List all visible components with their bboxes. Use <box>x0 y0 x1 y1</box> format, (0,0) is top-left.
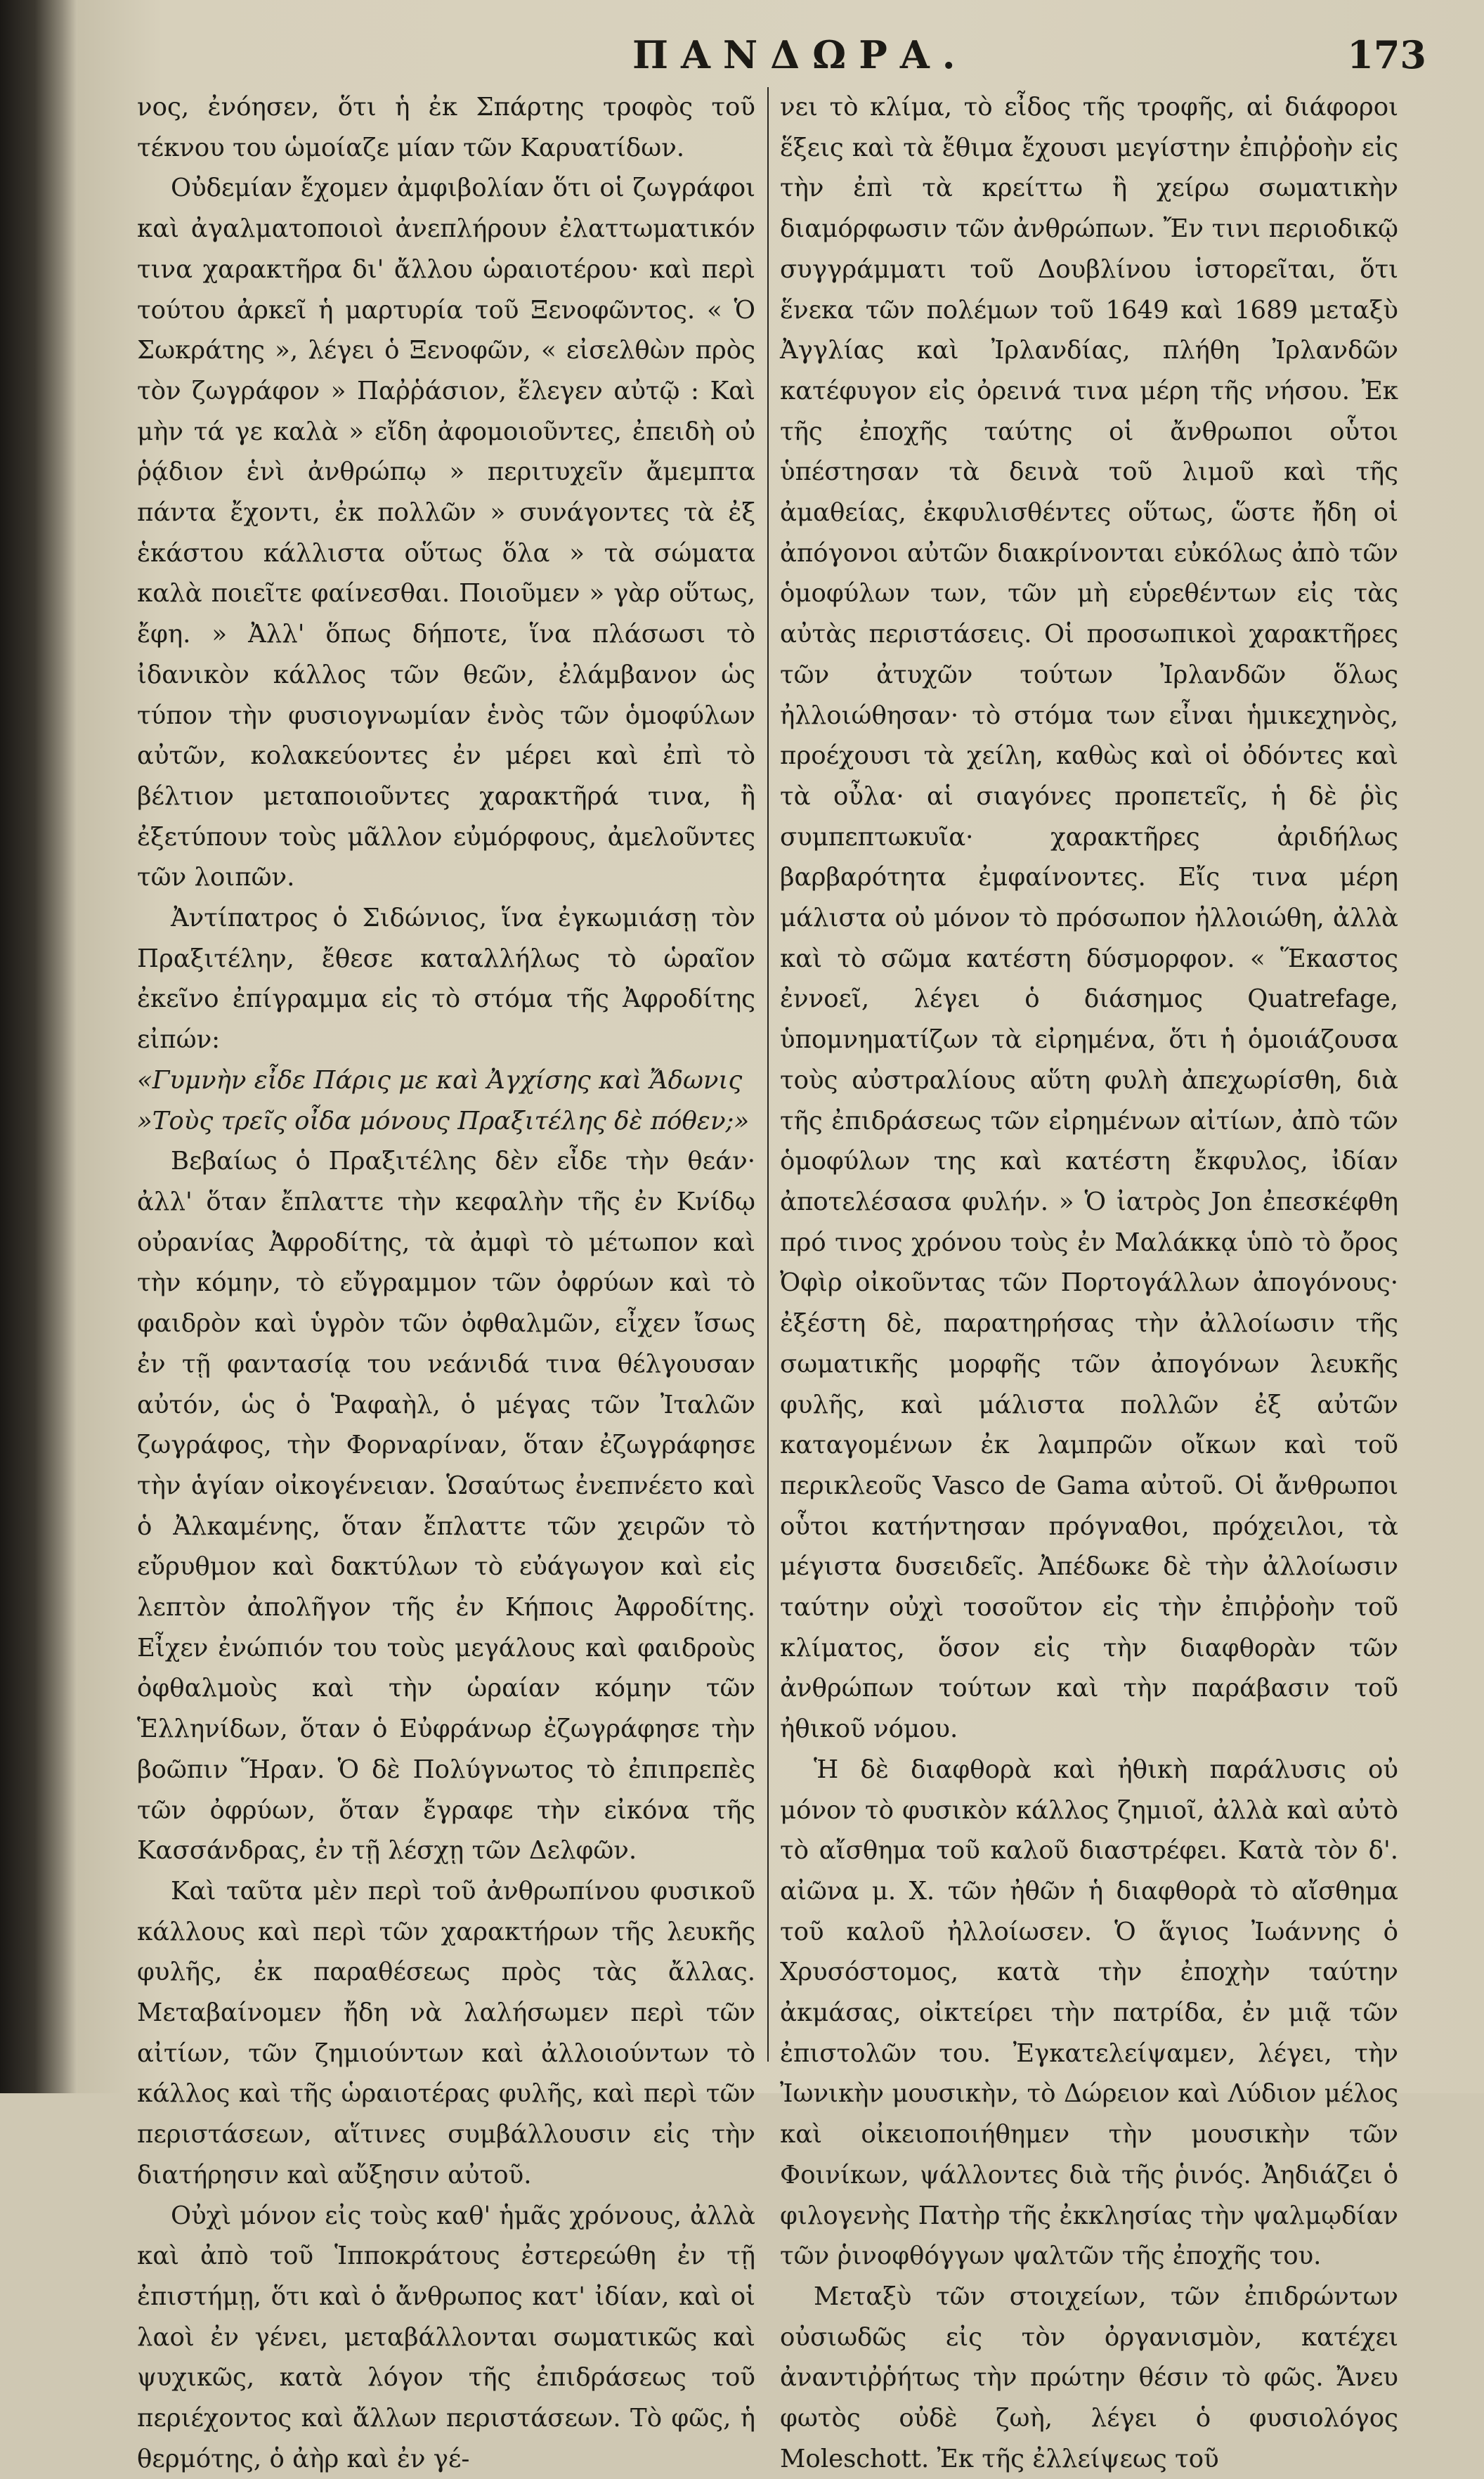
paragraph: Ἡ δὲ διαφθορὰ καὶ ἠθικὴ παράλυσις οὐ μόνον τὸ φυσικὸν κάλλος ζημιοῖ, ἀλλὰ καὶ αὐτὸ τὸ αἴσθημα τοῦ καλοῦ διαστρέφει. Κατὰ τὸν δ'. αἰῶνα μ. Χ. τῶν ἠθῶν ἡ διαφθορὰ τὸ αἴσθημα τοῦ καλοῦ ἠλλοίωσεν. Ὁ ἅγιος Ἰωάννης ὁ Χρυσόστομος, κατὰ τὴν ἐποχὴν ταύτην ἀκμάσας, οἰκτείρει τὴν πατρίδα, ἐν μιᾷ τῶν ἐπιστολῶν του. Ἐγκατελείψαμεν, λέγει, τὴν Ἰωνικὴν μουσικὴν, τὸ Δώρειον καὶ Λύδιον μέλος καὶ οἰκειοποιήθημεν τὴν μουσικὴν τῶν Φοινίκων, ψάλλοντες διὰ τῆς ῥινός. Ἀηδιάζει ὁ φιλογενὴς Πατὴρ τῆς ἐκκλησίας τὴν ψαλμῳδίαν τῶν ῥινοφθόγγων ψαλτῶν τῆς ἐποχῆς του. <box>780 1755 1398 2271</box>
book-page <box>77 0 1484 2473</box>
left-text-column <box>137 87 755 2473</box>
paragraph: Οὐδεμίαν ἔχομεν ἀμφιβολίαν ὅτι οἱ ζωγράφοι καὶ ἀγαλματοποιοὶ ἀνεπλήρουν ἐλαττωματικόν τινα χαρακτῆρα δι' ἄλλου ὡραιοτέρου· καὶ περὶ τούτου ἀρκεῖ ἡ μαρτυρία τοῦ Ξενοφῶντος. « Ὁ Σωκράτης », λέγει ὁ Ξενοφῶν, « εἰσελθὼν πρὸς τὸν ζωγράφον » Παῤῥάσιον, ἔλεγεν αὐτῷ : Καὶ μὴν τά γε καλὰ » εἴδη ἀφομοιοῦντες, ἐπειδὴ οὐ ῥᾴδιον ἑνὶ ἀνθρώπῳ » περιτυχεῖν ἄμεμπτα πάντα ἔχοντι, ἐκ πολλῶν » συνάγοντες τὰ ἐξ ἑκάστου κάλλιστα οὕτως ὅλα » τὰ σώματα καλὰ ποιεῖτε φαίνεσθαι. Ποιοῦμεν » γὰρ οὕτως, ἔφη. » Ἀλλ' ὅπως δήποτε, ἵνα πλάσωσι τὸ ἰδανικὸν κάλλος τῶν θεῶν, ἐλάμβανον ὡς τύπον τὴν φυσιογνωμίαν ἑνὸς τῶν ὁμοφύλων αὐτῶν, κολακεύοντες ἐν μέρει καὶ ἐπὶ τὸ βέλτιον μεταποιοῦντες χαρακτῆρά τινα, ἢ ἐξετύπουν τοὺς μᾶλλον εὐμόρφους, ἀμελοῦντες τῶν λοιπῶν. <box>137 174 755 892</box>
paragraph: Βεβαίως ὁ Πραξιτέλης δὲν εἶδε τὴν θεάν· ἀλλ' ὅταν ἔπλαττε τὴν κεφαλὴν τῆς ἐν Κνίδῳ οὐρανίας Ἀφροδίτης, τὰ ἀμφὶ τὸ μέτωπον καὶ τὴν κόμην, τὸ εὔγραμμον τῶν ὀφρύων καὶ τὸ φαιδρὸν καὶ ὑγρὸν τῶν ὀφθαλμῶν, εἶχεν ἴσως ἐν τῇ φαντασίᾳ του νεάνιδά τινα θέλγουσαν αὐτόν, ὡς ὁ Ῥαφαὴλ, ὁ μέγας τῶν Ἰταλῶν ζωγράφος, τὴν Φορναρίναν, ὅταν ἐζωγράφησε τὴν ἁγίαν οἰκογένειαν. Ὡσαύτως ἐνεπνέετο καὶ ὁ Ἀλκαμένης, ὅταν ἔπλαττε τῶν χειρῶν τὸ εὔρυθμον καὶ δακτύλων τὸ εὐάγωγον καὶ εἰς λεπτὸν ἀπολῆγον τῆς ἐν Κήποις Ἀφροδίτης. Εἶχεν ἐνώπιόν του τοὺς μεγάλους καὶ φαιδροὺς ὀφθαλμοὺς καὶ τὴν ὡραίαν κόμην τῶν Ἑλληνίδων, ὅταν ὁ Εὐφράνωρ ἐζωγράφησε τὴν βοῶπιν Ἥραν. Ὁ δὲ Πολύγνωτος τὸ ἐπιπρεπὲς τῶν ὀφρύων, ὅταν ἔγραφε τὴν εἰκόνα τῆς Κασσάνδρας, ἐν τῇ λέσχῃ τῶν Δελφῶν. <box>137 1147 755 1866</box>
right-text-column <box>780 87 1398 2473</box>
running-title: ΠΑΝΔΩΡΑ. <box>632 32 968 77</box>
verse-line: »Τοὺς τρεῖς οἶδα μόνους Πραξιτέλης δὲ πόθεν;» <box>137 1106 750 1136</box>
paragraph: νος, ἐνόησεν, ὅτι ἡ ἐκ Σπάρτης τροφὸς τοῦ τέκνου του ὡμοίαζε μίαν τῶν Καρυατίδων. <box>137 93 755 162</box>
paragraph: Καὶ ταῦτα μὲν περὶ τοῦ ἀνθρωπίνου φυσικοῦ κάλλους καὶ περὶ τῶν χαρακτήρων τῆς λευκῆς φυλῆς, ἐκ παραθέσεως πρὸς τὰς ἄλλας. Μεταβαίνομεν ἤδη νὰ λαλήσωμεν περὶ τῶν αἰτίων, τῶν ζημιούντων καὶ ἀλλοιούντων τὸ κάλλος καὶ τῆς ὡραιοτέρας φυλῆς, καὶ περὶ τῶν περιστάσεων, αἵτινες συμβάλλουσιν εἰς τὴν διατήρησιν καὶ αὔξησιν αὐτοῦ. <box>137 1876 755 2190</box>
book-gutter-shadow <box>0 0 77 2093</box>
page-header <box>77 28 1426 84</box>
paragraph: νει τὸ κλίμα, τὸ εἶδος τῆς τροφῆς, αἱ διάφοροι ἕξεις καὶ τὰ ἔθιμα ἔχουσι μεγίστην ἐπιῤῥοὴν εἰς τὴν ἐπὶ τὰ κρείττω ἢ χείρω σωματικὴν διαμόρφωσιν τῶν ἀνθρώπων. Ἔν τινι περιοδικῷ συγγράμματι τοῦ Δουβλίνου ἱστορεῖται, ὅτι ἕνεκα τῶν πολέμων τοῦ 1649 καὶ 1689 μεταξὺ Ἀγγλίας καὶ Ἰρλανδίας, πλήθη Ἰρλανδῶν κατέφυγον εἰς ὀρεινά τινα μέρη τῆς νήσου. Ἐκ τῆς ἐποχῆς ταύτης οἱ ἄνθρωποι οὗτοι ὑπέστησαν τὰ δεινὰ τοῦ λιμοῦ καὶ τῆς ἀμαθείας, ἐκφυλισθέντες οὕτως, ὥστε ἤδη οἱ ἀπόγονοι αὐτῶν διακρίνονται εὐκόλως ἀπὸ τῶν ὁμοφύλων των, τῶν μὴ εὑρεθέντων εἰς τὰς αὐτὰς περιστάσεις. Οἱ προσωπικοὶ χαρακτῆρες τῶν ἀτυχῶν τούτων Ἰρλανδῶν ὅλως ἠλλοιώθησαν· τὸ στόμα των εἶναι ἡμικεχηνὸς, προέχουσι τὰ χείλη, καθὼς καὶ οἱ ὀδόντες καὶ τὰ οὖλα· αἱ σιαγόνες προπετεῖς, ἡ δὲ ῥὶς συμπεπτωκυῖα· χαρακτῆρες ἀριδήλως βαρβαρότητα ἐμφαίνοντες. Εἴς τινα μέρη μάλιστα οὐ μόνον τὸ πρόσωπον ἠλλοιώθη, ἀλλὰ καὶ τὸ σῶμα κατέστη δύσμορφον. « Ἕκαστος ἐννοεῖ, λέγει ὁ διάσημος Quatrefage, ὑπομνηματίζων τὰ εἰρημένα, ὅτι ἡ ὁμοιάζουσα τοὺς αὐστραλίους αὕτη φυλὴ ἀπεχωρίσθη, διὰ τῆς ἐπιδράσεως τῶν εἰρημένων αἰτίων, ἀπὸ τῶν ὁμοφύλων της καὶ κατέστη ἔκφυλος, ἰδίαν ἀποτελέσασα φυλήν. » Ὁ ἰατρὸς Jon ἐπεσκέφθη πρό τινος χρόνου τοὺς ἐν Μαλάκκᾳ ὑπὸ τὸ ὄρος Ὀφὶρ οἰκοῦντας τῶν Πορτογάλλων ἀπογόνους· ἐξέστη δὲ, παρατηρήσας τὴν ἀλλοίωσιν τῆς σωματικῆς μορφῆς τῶν ἀπογόνων λευκῆς φυλῆς, καὶ μάλιστα πολλῶν ἐξ αὐτῶν καταγομένων ἐκ λαμπρῶν οἴκων καὶ τοῦ περικλεοῦς Vasco de Gama αὐτοῦ. Οἱ ἄνθρωποι οὗτοι κατήντησαν πρόγναθοι, πρόχειλοι, τὰ μέγιστα δυσειδεῖς. Ἀπέδωκε δὲ τὴν ἀλλοίωσιν ταύτην οὐχὶ τοσοῦτον εἰς τὴν ἐπιῤῥοὴν τοῦ κλίματος, ὅσον εἰς τὴν διαφθορὰν τῶν ἀνθρώπων τούτων καὶ τὴν παράβασιν τοῦ ἠθικοῦ νόμου. <box>780 93 1398 1744</box>
verse-line: «Γυμνὴν εἶδε Πάρις με καὶ Ἀγχίσης καὶ Ἄδωνις <box>137 1065 743 1095</box>
column-divider <box>767 87 769 2062</box>
page-number: 173 <box>1347 32 1426 77</box>
paragraph: Ἀντίπατρος ὁ Σιδώνιος, ἵνα ἐγκωμιάσῃ τὸν Πραξιτέλην, ἔθεσε καταλλήλως τὸ ὡραῖον ἐκεῖνο ἐπίγραμμα εἰς τὸ στόμα τῆς Ἀφροδίτης εἰπών: <box>137 904 755 1055</box>
paragraph: Οὐχὶ μόνον εἰς τοὺς καθ' ἡμᾶς χρόνους, ἀλλὰ καὶ ἀπὸ τοῦ Ἱπποκράτους ἐστερεώθη ἐν τῇ ἐπιστήμῃ, ὅτι καὶ ὁ ἄνθρωπος κατ' ἰδίαν, καὶ οἱ λαοὶ ἐν γένει, μεταβάλλονται σωματικῶς καὶ ψυχικῶς, κατὰ λόγον τῆς ἐπιδράσεως τοῦ περιέχοντος καὶ ἄλλων περιστάσεων. Τὸ φῶς, ἡ θερμότης, ὁ ἀὴρ καὶ ἐν γέ- <box>137 2201 755 2473</box>
paragraph: Μεταξὺ τῶν στοιχείων, τῶν ἐπιδρώντων οὐσιωδῶς εἰς τὸν ὀργανισμὸν, κατέχει ἀναντιῤῥήτως τὴν πρώτην θέσιν τὸ φῶς. Ἄνευ φωτὸς οὐδὲ ζωὴ, λέγει ὁ φυσιολόγος Moleschott. Ἐκ τῆς ἐλλείψεως τοῦ <box>780 2282 1398 2473</box>
